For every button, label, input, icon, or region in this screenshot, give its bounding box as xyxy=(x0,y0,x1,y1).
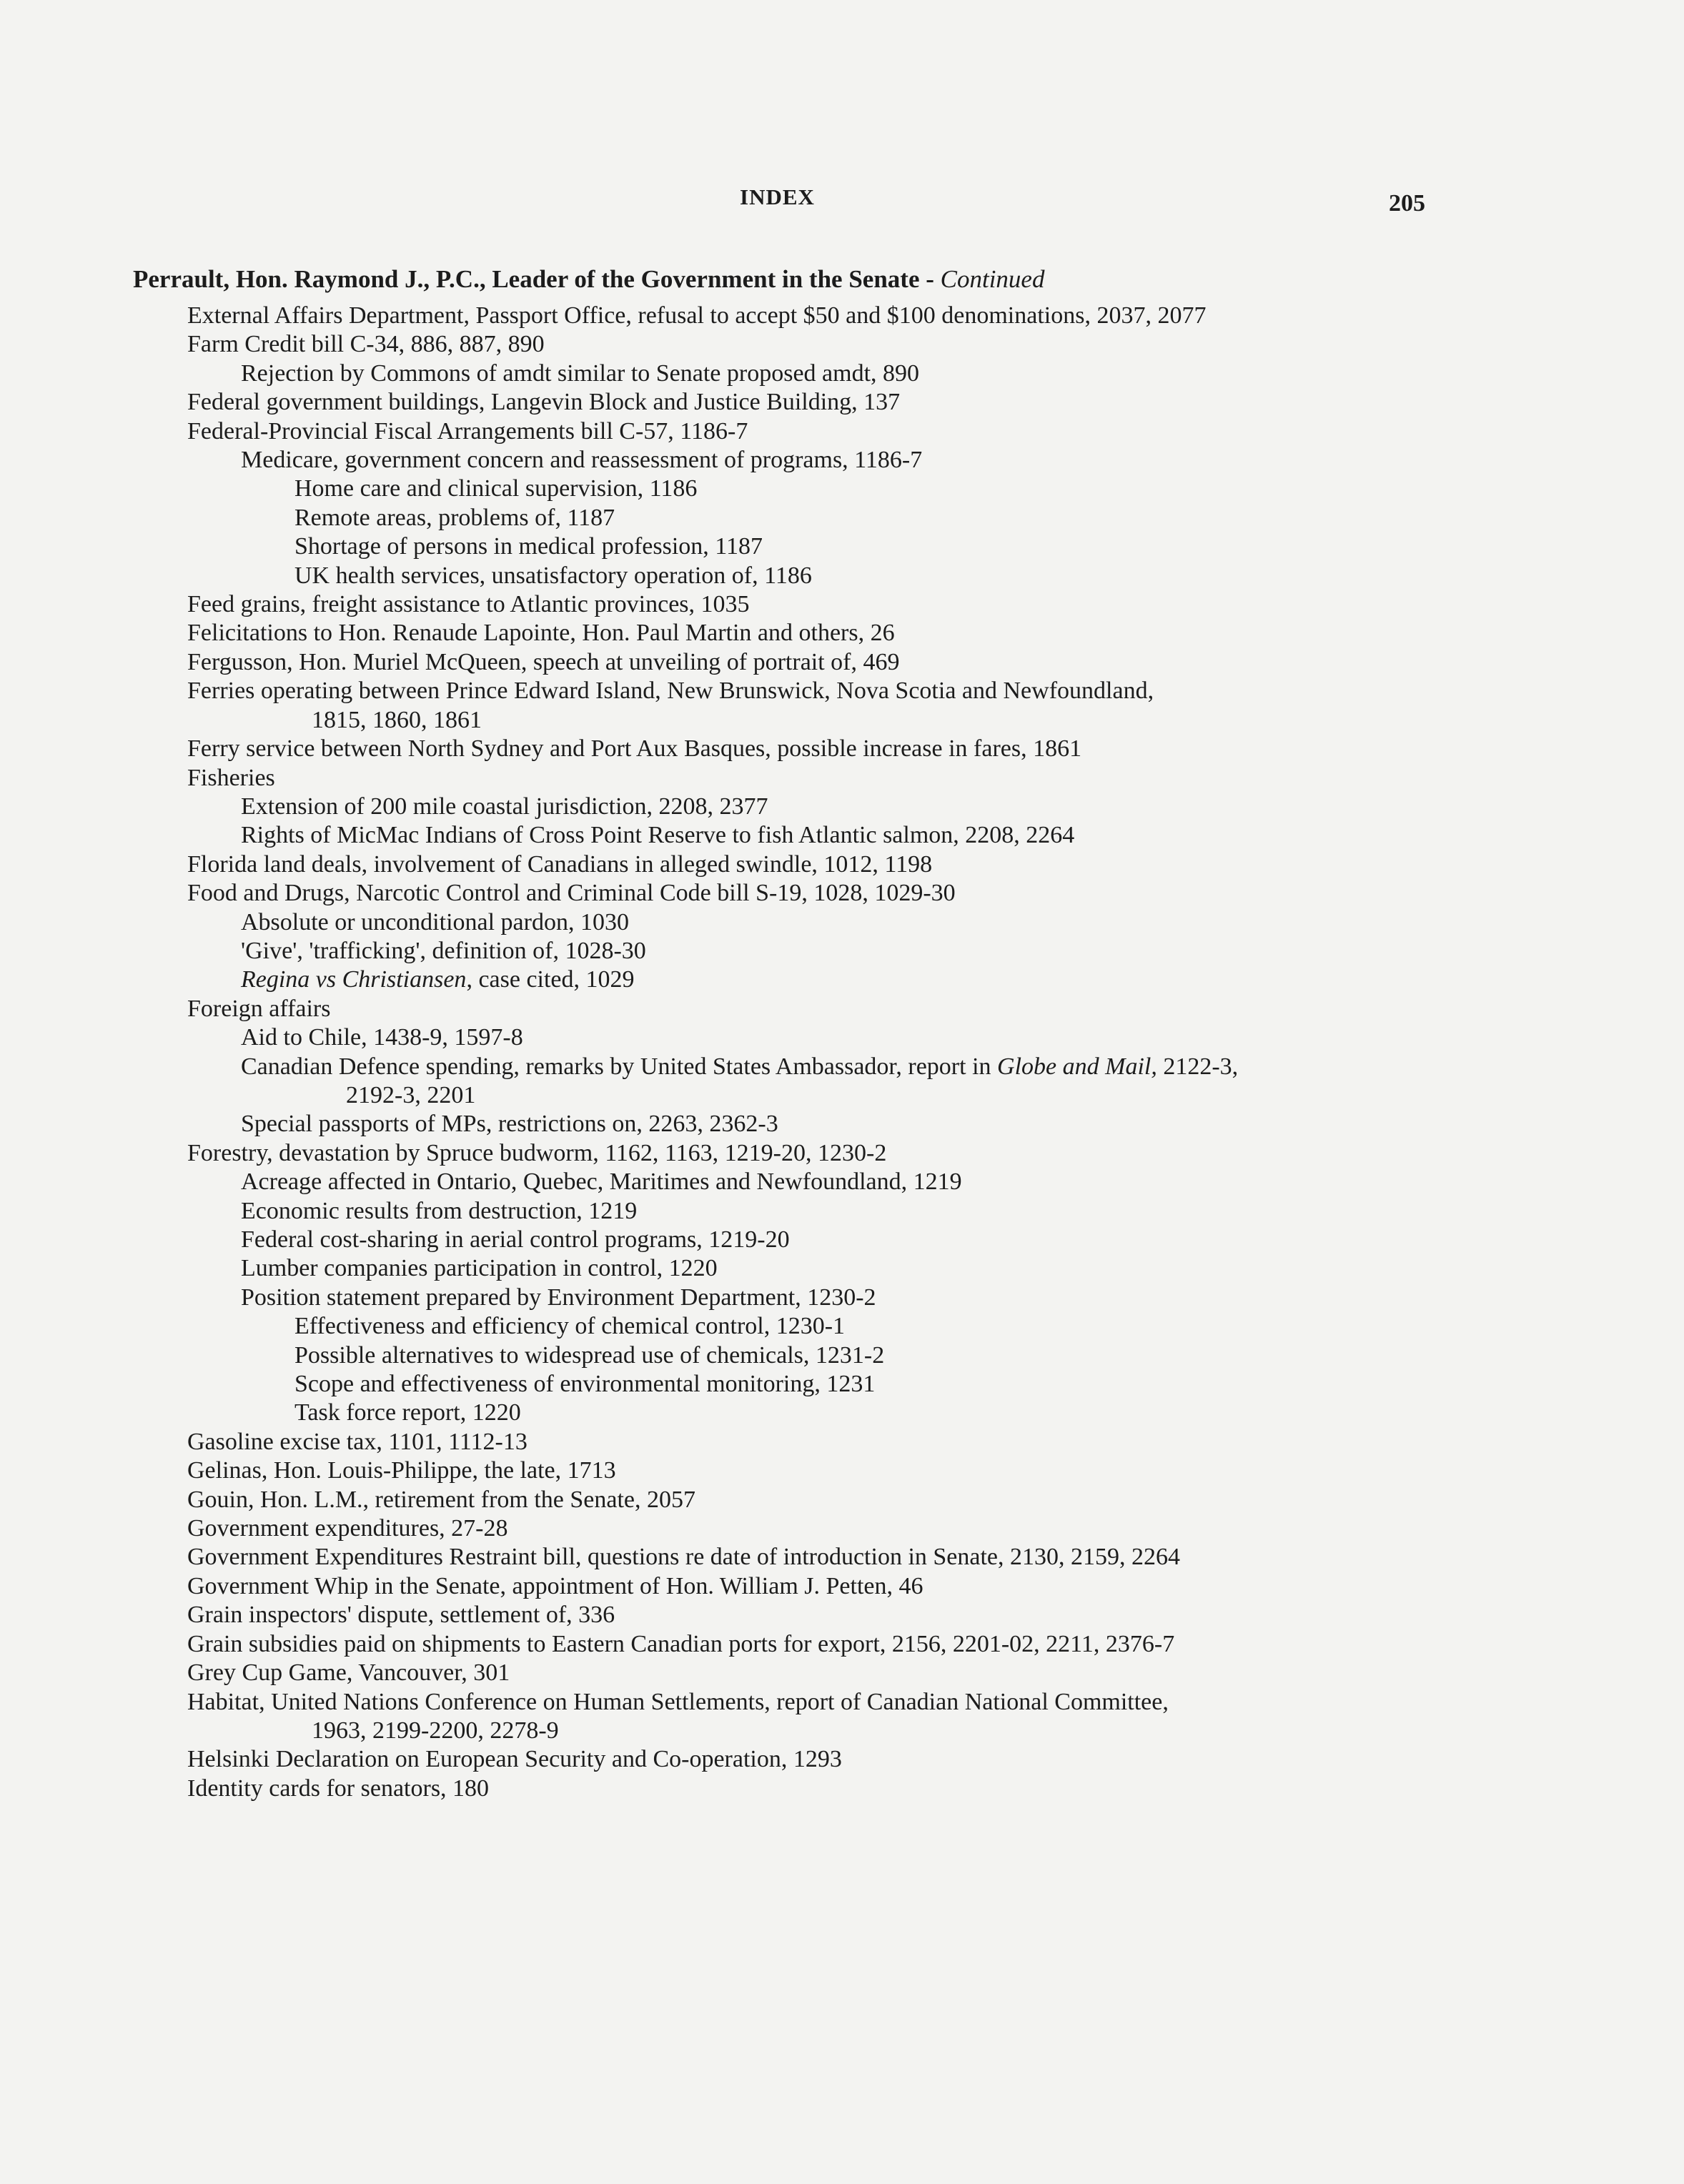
continued-label: Continued xyxy=(940,265,1045,293)
entry-text: Farm Credit bill C-34, 886, 887, 890 xyxy=(187,331,545,358)
index-entry-level-2 xyxy=(0,821,1684,850)
entry-text: Absolute or unconditional pardon, 1030 xyxy=(241,908,629,935)
index-entry-level-1 xyxy=(0,850,1684,879)
running-head: INDEX xyxy=(740,184,815,209)
entry-italic-text: Regina vs Christiansen xyxy=(241,966,467,993)
index-entry-level-1 xyxy=(0,995,1684,1023)
entry-text: Task force report, 1220 xyxy=(294,1399,521,1426)
entry-text: UK health services, unsatisfactory operation of, 1186 xyxy=(294,562,812,589)
entry-text: 2122-3, xyxy=(1156,1053,1239,1080)
index-entry-level-1 xyxy=(0,1774,1684,1803)
entry-text: Shortage of persons in medical profession, 1187 xyxy=(294,533,763,560)
index-entry-level-3 xyxy=(0,1341,1684,1370)
entry-text: 'Give', 'trafficking', definition of, 1028-30 xyxy=(241,937,646,964)
index-entry-level-1 xyxy=(0,1543,1684,1572)
index-entry-level-1 xyxy=(0,735,1684,763)
index-entry-level-2 xyxy=(0,1168,1684,1196)
index-entry-continuation xyxy=(0,1081,1684,1110)
entry-text: 2192-3, 2201 xyxy=(346,1081,476,1108)
entry-text: Gasoline excise tax, 1101, 1112-13 xyxy=(187,1428,528,1455)
index-entry-level-1 xyxy=(0,1688,1684,1717)
entry-text: Special passports of MPs, restrictions on, 2263, 2362-3 xyxy=(241,1111,778,1138)
entry-text: Ferry service between North Sydney and Port Aux Basques, possible increase in fares, 1861 xyxy=(187,735,1082,763)
entry-text: Felicitations to Hon. Renaude Lapointe, Hon. Paul Martin and others, 26 xyxy=(187,620,895,647)
index-entry-level-3 xyxy=(0,504,1684,532)
index-entry-level-1 xyxy=(0,619,1684,647)
index-entry-level-1 xyxy=(0,677,1684,705)
index-entry-level-1 xyxy=(0,417,1684,446)
index-entry-level-2 xyxy=(0,1110,1684,1138)
index-entry-level-1 xyxy=(0,1745,1684,1774)
entry-text: Lumber companies participation in control, 1220 xyxy=(241,1255,718,1282)
entry-text: Scope and effectiveness of environmental monitoring, 1231 xyxy=(294,1371,876,1398)
entry-text: Fergusson, Hon. Muriel McQueen, speech at unveiling of portrait of, 469 xyxy=(187,648,900,675)
index-entry-level-2 xyxy=(0,446,1684,475)
entry-italic-text: Globe and Mail, xyxy=(997,1053,1157,1080)
index-entry-level-1 xyxy=(0,1456,1684,1485)
index-entry-level-2 xyxy=(0,1284,1684,1312)
entry-text: Canadian Defence spending, remarks by United States Ambassador, report in xyxy=(241,1053,998,1080)
entry-text: Feed grains, freight assistance to Atlantic provinces, 1035 xyxy=(187,591,750,618)
index-entry-level-1 xyxy=(0,1514,1684,1543)
main-heading-text: Perrault, Hon. Raymond J., P.C., Leader of the Government in the Senate - xyxy=(133,265,941,293)
index-main-heading xyxy=(133,265,1044,294)
entry-text: Rejection by Commons of amdt similar to Senate proposed amdt, 890 xyxy=(241,359,920,387)
index-entry-level-2 xyxy=(0,359,1684,388)
index-entry-level-2 xyxy=(0,1254,1684,1283)
entry-text: Home care and clinical supervision, 1186 xyxy=(294,475,698,502)
entry-text: 1963, 2199-2200, 2278-9 xyxy=(312,1717,559,1744)
entry-text: Ferries operating between Prince Edward Island, New Brunswick, Nova Scotia and Newfoundland, xyxy=(187,677,1154,705)
index-entry-level-3 xyxy=(0,1312,1684,1341)
page-header xyxy=(0,0,1684,229)
index-entry-level-1 xyxy=(0,388,1684,417)
index-entry-level-2 xyxy=(0,937,1684,966)
index-entry-level-1 xyxy=(0,1428,1684,1456)
entry-text: Gouin, Hon. L.M., retirement from the Senate, 2057 xyxy=(187,1486,696,1513)
entry-text: Remote areas, problems of, 1187 xyxy=(294,504,615,531)
index-entry-level-1 xyxy=(0,1659,1684,1687)
index-entry-level-1 xyxy=(0,1572,1684,1601)
index-entry-level-2 xyxy=(0,1023,1684,1052)
index-entry-level-2 xyxy=(0,966,1684,994)
index-entry-level-1 xyxy=(0,1630,1684,1659)
index-entry-level-1 xyxy=(0,648,1684,677)
entry-text: Extension of 200 mile coastal jurisdiction, 2208, 2377 xyxy=(241,793,768,820)
entry-text: Acreage affected in Ontario, Quebec, Maritimes and Newfoundland, 1219 xyxy=(241,1168,962,1196)
entry-text: Position statement prepared by Environment Department, 1230-2 xyxy=(241,1284,876,1311)
entry-text: Federal cost-sharing in aerial control programs, 1219-20 xyxy=(241,1226,790,1253)
index-entry-level-2 xyxy=(0,1053,1684,1081)
index-entry-level-1 xyxy=(0,764,1684,793)
index-entry-level-1 xyxy=(0,302,1684,330)
entry-text: Government Expenditures Restraint bill, questions re date of introduction in Senate, 2130, 2159, 2264 xyxy=(187,1544,1181,1571)
entry-text: External Affairs Department, Passport Office, refusal to accept $50 and $100 denominations, 2037, 2077 xyxy=(187,302,1207,329)
entry-text: Habitat, United Nations Conference on Human Settlements, report of Canadian National Committee, xyxy=(187,1688,1169,1715)
entry-text: Food and Drugs, Narcotic Control and Criminal Code bill S-19, 1028, 1029-30 xyxy=(187,880,956,907)
index-entry-level-1 xyxy=(0,1601,1684,1629)
entry-text: Grey Cup Game, Vancouver, 301 xyxy=(187,1659,510,1687)
index-entry-level-2 xyxy=(0,908,1684,937)
index-entry-continuation xyxy=(0,706,1684,735)
index-entry-level-1 xyxy=(0,590,1684,619)
index-entry-level-2 xyxy=(0,1226,1684,1254)
index-entry-continuation xyxy=(0,1717,1684,1745)
entry-text: Foreign affairs xyxy=(187,995,331,1022)
entry-text: Possible alternatives to widespread use of chemicals, 1231-2 xyxy=(294,1341,885,1369)
index-entries xyxy=(0,302,1684,1803)
index-entry-level-1 xyxy=(0,1139,1684,1168)
index-entry-level-3 xyxy=(0,1370,1684,1399)
entry-text: Helsinki Declaration on European Security and Co-operation, 1293 xyxy=(187,1746,842,1773)
entry-text: Economic results from destruction, 1219 xyxy=(241,1197,638,1224)
page-number: 205 xyxy=(1389,190,1425,217)
entry-text: , case cited, 1029 xyxy=(466,966,635,993)
index-entry-level-2 xyxy=(0,1197,1684,1226)
entry-text: 1815, 1860, 1861 xyxy=(312,706,482,733)
entry-text: Government expenditures, 27-28 xyxy=(187,1515,508,1542)
entry-text: Gelinas, Hon. Louis-Philippe, the late, 1713 xyxy=(187,1457,616,1484)
index-entry-level-1 xyxy=(0,879,1684,908)
entry-text: Grain subsidies paid on shipments to Eastern Canadian ports for export, 2156, 2201-02, 2211, 2376-7 xyxy=(187,1630,1175,1657)
index-entry-level-1 xyxy=(0,330,1684,359)
index-entry-level-2 xyxy=(0,793,1684,821)
entry-text: Identity cards for senators, 180 xyxy=(187,1774,490,1802)
entry-text: Federal government buildings, Langevin Block and Justice Building, 137 xyxy=(187,389,901,416)
index-entry-level-3 xyxy=(0,562,1684,590)
entry-text: Florida land deals, involvement of Canadians in alleged swindle, 1012, 1198 xyxy=(187,850,933,878)
entry-text: Grain inspectors' dispute, settlement of, 336 xyxy=(187,1602,615,1629)
entry-text: Government Whip in the Senate, appointment of Hon. William J. Petten, 46 xyxy=(187,1572,923,1599)
entry-text: Medicare, government concern and reassessment of programs, 1186-7 xyxy=(241,447,923,474)
entry-text: Aid to Chile, 1438-9, 1597-8 xyxy=(241,1024,523,1051)
index-entry-level-3 xyxy=(0,475,1684,503)
index-entry-level-1 xyxy=(0,1486,1684,1514)
entry-text: Federal-Provincial Fiscal Arrangements bill C-57, 1186-7 xyxy=(187,417,748,445)
entry-text: Fisheries xyxy=(187,764,275,791)
entry-text: Forestry, devastation by Spruce budworm, 1162, 1163, 1219-20, 1230-2 xyxy=(187,1139,887,1166)
index-entry-level-3 xyxy=(0,1399,1684,1427)
entry-text: Rights of MicMac Indians of Cross Point Reserve to fish Atlantic salmon, 2208, 2264 xyxy=(241,822,1075,849)
entry-text: Effectiveness and efficiency of chemical control, 1230-1 xyxy=(294,1313,846,1340)
index-entry-level-3 xyxy=(0,532,1684,561)
